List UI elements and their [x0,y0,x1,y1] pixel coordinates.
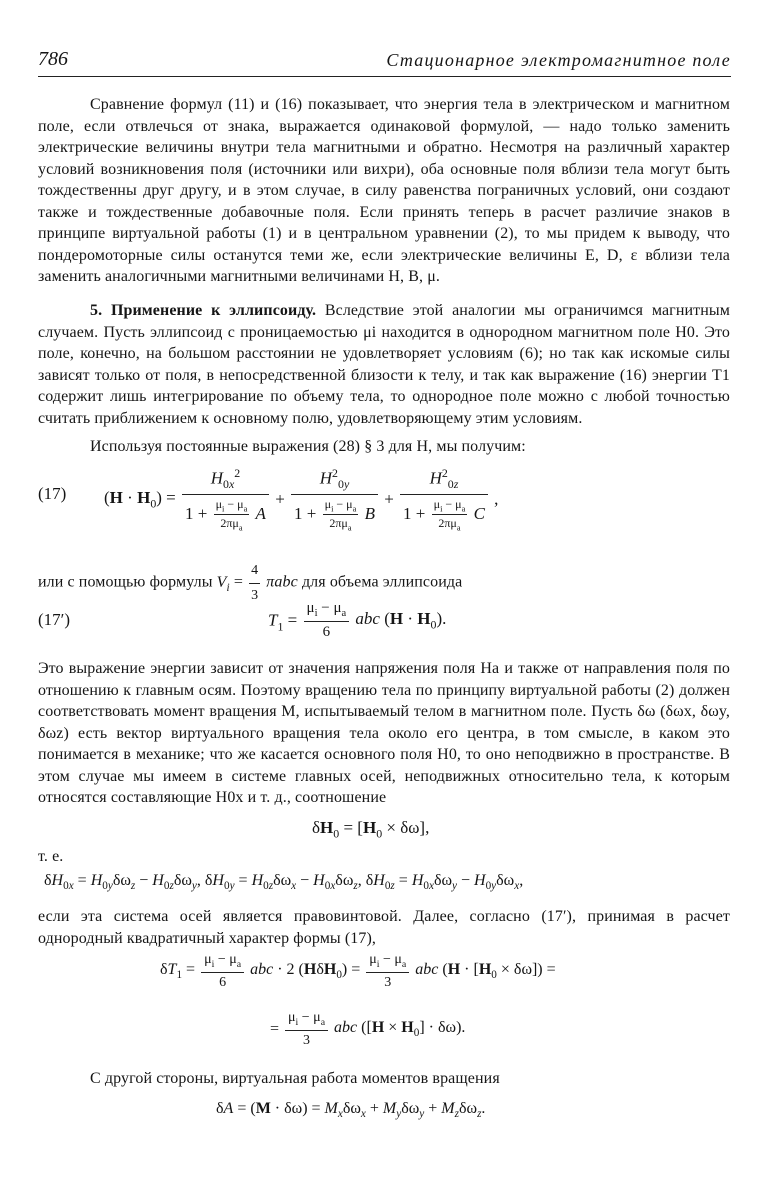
page-header [38,48,731,74]
equation-delta-t1-line2: = $\frac{\mu_i - \mu_a}{3}$ abc $([H \times H_0] \cdot \delta\omega)$. [270,1010,466,1048]
equation-17prime-label: (17′) [38,610,71,629]
paragraph-ellipsoid-text: Вследствие этой аналогии мы ограничимся магнитным случаем. Пусть эллипсоид с проницаемостью μi находится в однородном магнитном поле H0. Это поле, конечно, на большом расстоянии не удовлетворяет условиям (6); но так как искомые силы зависят только от поля, в непосредственной близости к телу, и так как выражение (16) энергии T1 содержит лишь интегрирование по объему тела, то однородное поле можно с любой точностью считать приближением к основному полю, удовлетворяющему этим условиям. [38,302,730,427]
paragraph-comparison: Сравнение формул (11) и (16) показывает, что энергия тела в электрическом и магнитном поле, если отвлечься от знака, выражается одинаковой формулой, — надо только заменить электрические величины внутри тела магнитными и обратно. Несмотря на различный характер условий возникновения поля (источники или вихри), оба основные поля вблизи тела могут быть тождественны друг другу, и в этом случае, в силу равенства пограничных условий, они создают также и тождественные добавочные поля. Если принять теперь в расчет различие знаков в принципе виртуальной работы (1) и в центральном уравнении (2), то мы придем к выводу, что пондеромоторные силы останутся теми же, если электрические величины E, D, ε вблизи тела заменить аналогичными магнитными величинами H, B, μ. [38,96,730,285]
equation-virtual-work: $\delta A = (M \cdot \delta\omega) = M_x\delta\omega_x + M_y\delta\omega_y + M_z\delta\omega_z$. [216,1100,486,1121]
header-rule [38,76,731,77]
paragraph-rotation: Это выражение энергии зависит от значения напряжения поля Ha и также от направления поля по отношению к главным осям. Поэтому вращению тела по принципу виртуальной работы (2) должен соответствовать момент вращения M, испытываемый телом в магнитном поле. Пусть δω (δωx, δωy, δωz) есть вектор виртуального вращения тела около его центра, в том смысле, в каком это понимается в механике; что же касается основного поля H0, то оно неподвижно в пространстве. В этом случае мы имеем в системе главных осей, неподвижных относительно тела, к которым относятся составляющие H0x и т. д., соотношение [38,660,730,806]
paragraph-volume-formula: или с помощью формулы $V_i$ = $\frac{4}{3}$ πabc для объема эллипсоида [38,560,730,606]
equation-delta-t1-line1: $\delta T_1$ = $\frac{\mu_i - \mu_a}{6}$ abc · 2 (HδH$_0$) = $\frac{\mu_i - \mu_a}{3}$ abc $(H \cdot [H_0 \times \delta\omega])$ = [160,952,556,990]
paragraph-virtual-work: С другой стороны, виртуальная работа моментов вращения [90,1070,500,1087]
running-title: Стационарное электромагнитное поле [386,50,731,70]
section-heading: 5. Применение к эллипсоиду. [90,302,317,319]
paragraph-using-expressions: Используя постоянные выражения (28) § 3 для H, мы получим: [90,438,526,455]
paragraph-ellipsoid [38,300,730,429]
equation-delta-h0: $\delta H_0 = [H_0 \times \delta\omega]$, [312,818,430,841]
page-number: 786 [38,48,68,70]
equation-components: $\delta H_{0x} = H_{0y}\delta\omega_z - H_{0z}\delta\omega_y$, $\delta H_{0y} = H_{0z}\delta\omega_x - H_{0x}\delta\omega_z$, $\delta H_{0z} = H_{0x}\delta\omega_y - H_{0y}\delta\omega_x$, [44,872,524,893]
equation-17prime: $T_1$ = $\frac{\mu_i - \mu_a}{6}$ abc $(H \cdot H_0)$. [268,600,447,640]
paragraph-right-handed: если эта система осей является правовинтовой. Далее, согласно (17′), принимая в расчет однородный квадратичный характер формы (17), [38,908,730,947]
equation-17-label: (17) [38,484,67,503]
equation-17: $(H \cdot H_0)$ = $H_{0x}^2$ 1 + $\frac{\mu_i - \mu_a}{2\pi\mu_a}$ A + $H^2_{0y}$ 1 + $\frac{\mu_i - \mu_a}{2\pi\mu_a}$ B + $H^2_{0z}$ 1 + $\frac{\mu_i - \mu_a}{2\pi\mu_a}$ C , [104,466,499,533]
paragraph-ie: т. е. [38,848,64,865]
